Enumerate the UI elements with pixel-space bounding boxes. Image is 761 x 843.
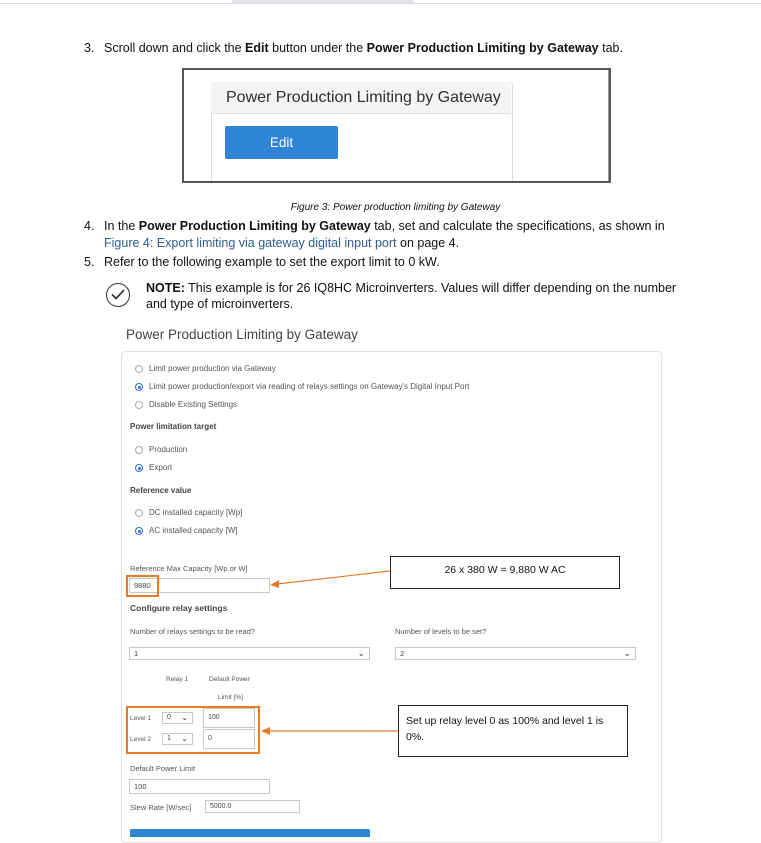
level-2-relay-select[interactable]: 1 ⌄ [162, 733, 193, 745]
slew-rate-label: Slew Rate [W/sec] [130, 803, 192, 812]
relay-level-callout: Set up relay level 0 as 100% and level 1 is 0%. [398, 705, 628, 757]
default-limit-input[interactable]: 100 [129, 779, 270, 794]
level-label: Level 2 [130, 736, 151, 743]
chevron-down-icon: ⌄ [181, 734, 188, 743]
tab-title: Power Production Limiting by Gateway [226, 89, 501, 106]
option-label: Limit power production/export via reading of relays settings on Gateway's Digital Input Port [149, 382, 470, 391]
note-text: NOTE: This example is for 26 IQ8HC Microinverters. Values will differ depending on the number and type of microinverters. [146, 281, 677, 311]
step-text: In the Power Production Limiting by Gateway tab, set and calculate the specifications, as shown in [104, 219, 665, 233]
option-label: Production [149, 445, 188, 454]
step-number: 4. [84, 219, 95, 233]
capacity-callout: 26 x 380 W = 9,880 W AC [390, 556, 620, 589]
capacity-arrow-line [277, 571, 390, 584]
option-label: Limit power production via Gateway [149, 364, 276, 373]
levels-label: Number of levels to be set? [395, 627, 487, 636]
level-2-limit-input[interactable]: 0 [203, 729, 255, 749]
form-title: Power Production Limiting by Gateway [126, 327, 358, 342]
relay-arrow-head [261, 727, 270, 735]
relays-read-label: Number of relays settings to be read? [130, 627, 256, 636]
max-capacity-input[interactable]: 9880 [129, 578, 270, 593]
option-label: Export [149, 463, 173, 472]
option-label: Disable Existing Settings [149, 400, 238, 409]
relay-settings-heading: Configure relay settings [130, 603, 228, 613]
level-label: Level 1 [130, 715, 151, 722]
max-capacity-label: Reference Max Capacity [Wp or W] [130, 564, 248, 573]
default-limit-label: Default Power Limit [130, 764, 196, 773]
step-text-line-2: Figure 4: Export limiting via gateway digital input port on page 4. [104, 236, 460, 250]
level-1-relay-select[interactable]: 0 ⌄ [162, 712, 193, 724]
step-number: 3. [84, 41, 95, 55]
relays-read-select[interactable]: 1 ⌄ [129, 647, 370, 660]
step-text: Scroll down and click the Edit button under the Power Production Limiting by Gateway tab. [104, 41, 623, 55]
figure-caption: Figure 3: Power production limiting by Gateway [290, 202, 501, 213]
figure-4-link[interactable]: Figure 4: Export limiting via gateway digital input port [104, 236, 397, 250]
step-number: 5. [84, 255, 95, 269]
slew-rate-input[interactable]: 5000.0 [205, 800, 300, 813]
relay-column-header: Relay 1 [166, 676, 189, 683]
levels-select[interactable]: 2 ⌄ [395, 647, 636, 660]
option-label: AC installed capacity [W] [149, 526, 238, 535]
section-label-target: Power limitation target [130, 422, 217, 431]
step-text: Refer to the following example to set the export limit to 0 kW. [104, 255, 440, 269]
capacity-arrow-head [270, 580, 279, 588]
power-column-header-unit: Limit [%] [218, 694, 243, 701]
power-column-header: Default Power [209, 676, 250, 683]
section-label-reference: Reference value [130, 486, 192, 495]
level-1-limit-input[interactable]: 100 [203, 708, 255, 728]
chevron-down-icon: ⌄ [357, 648, 365, 658]
chevron-down-icon: ⌄ [181, 713, 188, 722]
option-label: DC installed capacity [Wp] [149, 508, 243, 517]
edit-button[interactable]: Edit [225, 126, 338, 159]
chevron-down-icon: ⌄ [623, 648, 631, 658]
